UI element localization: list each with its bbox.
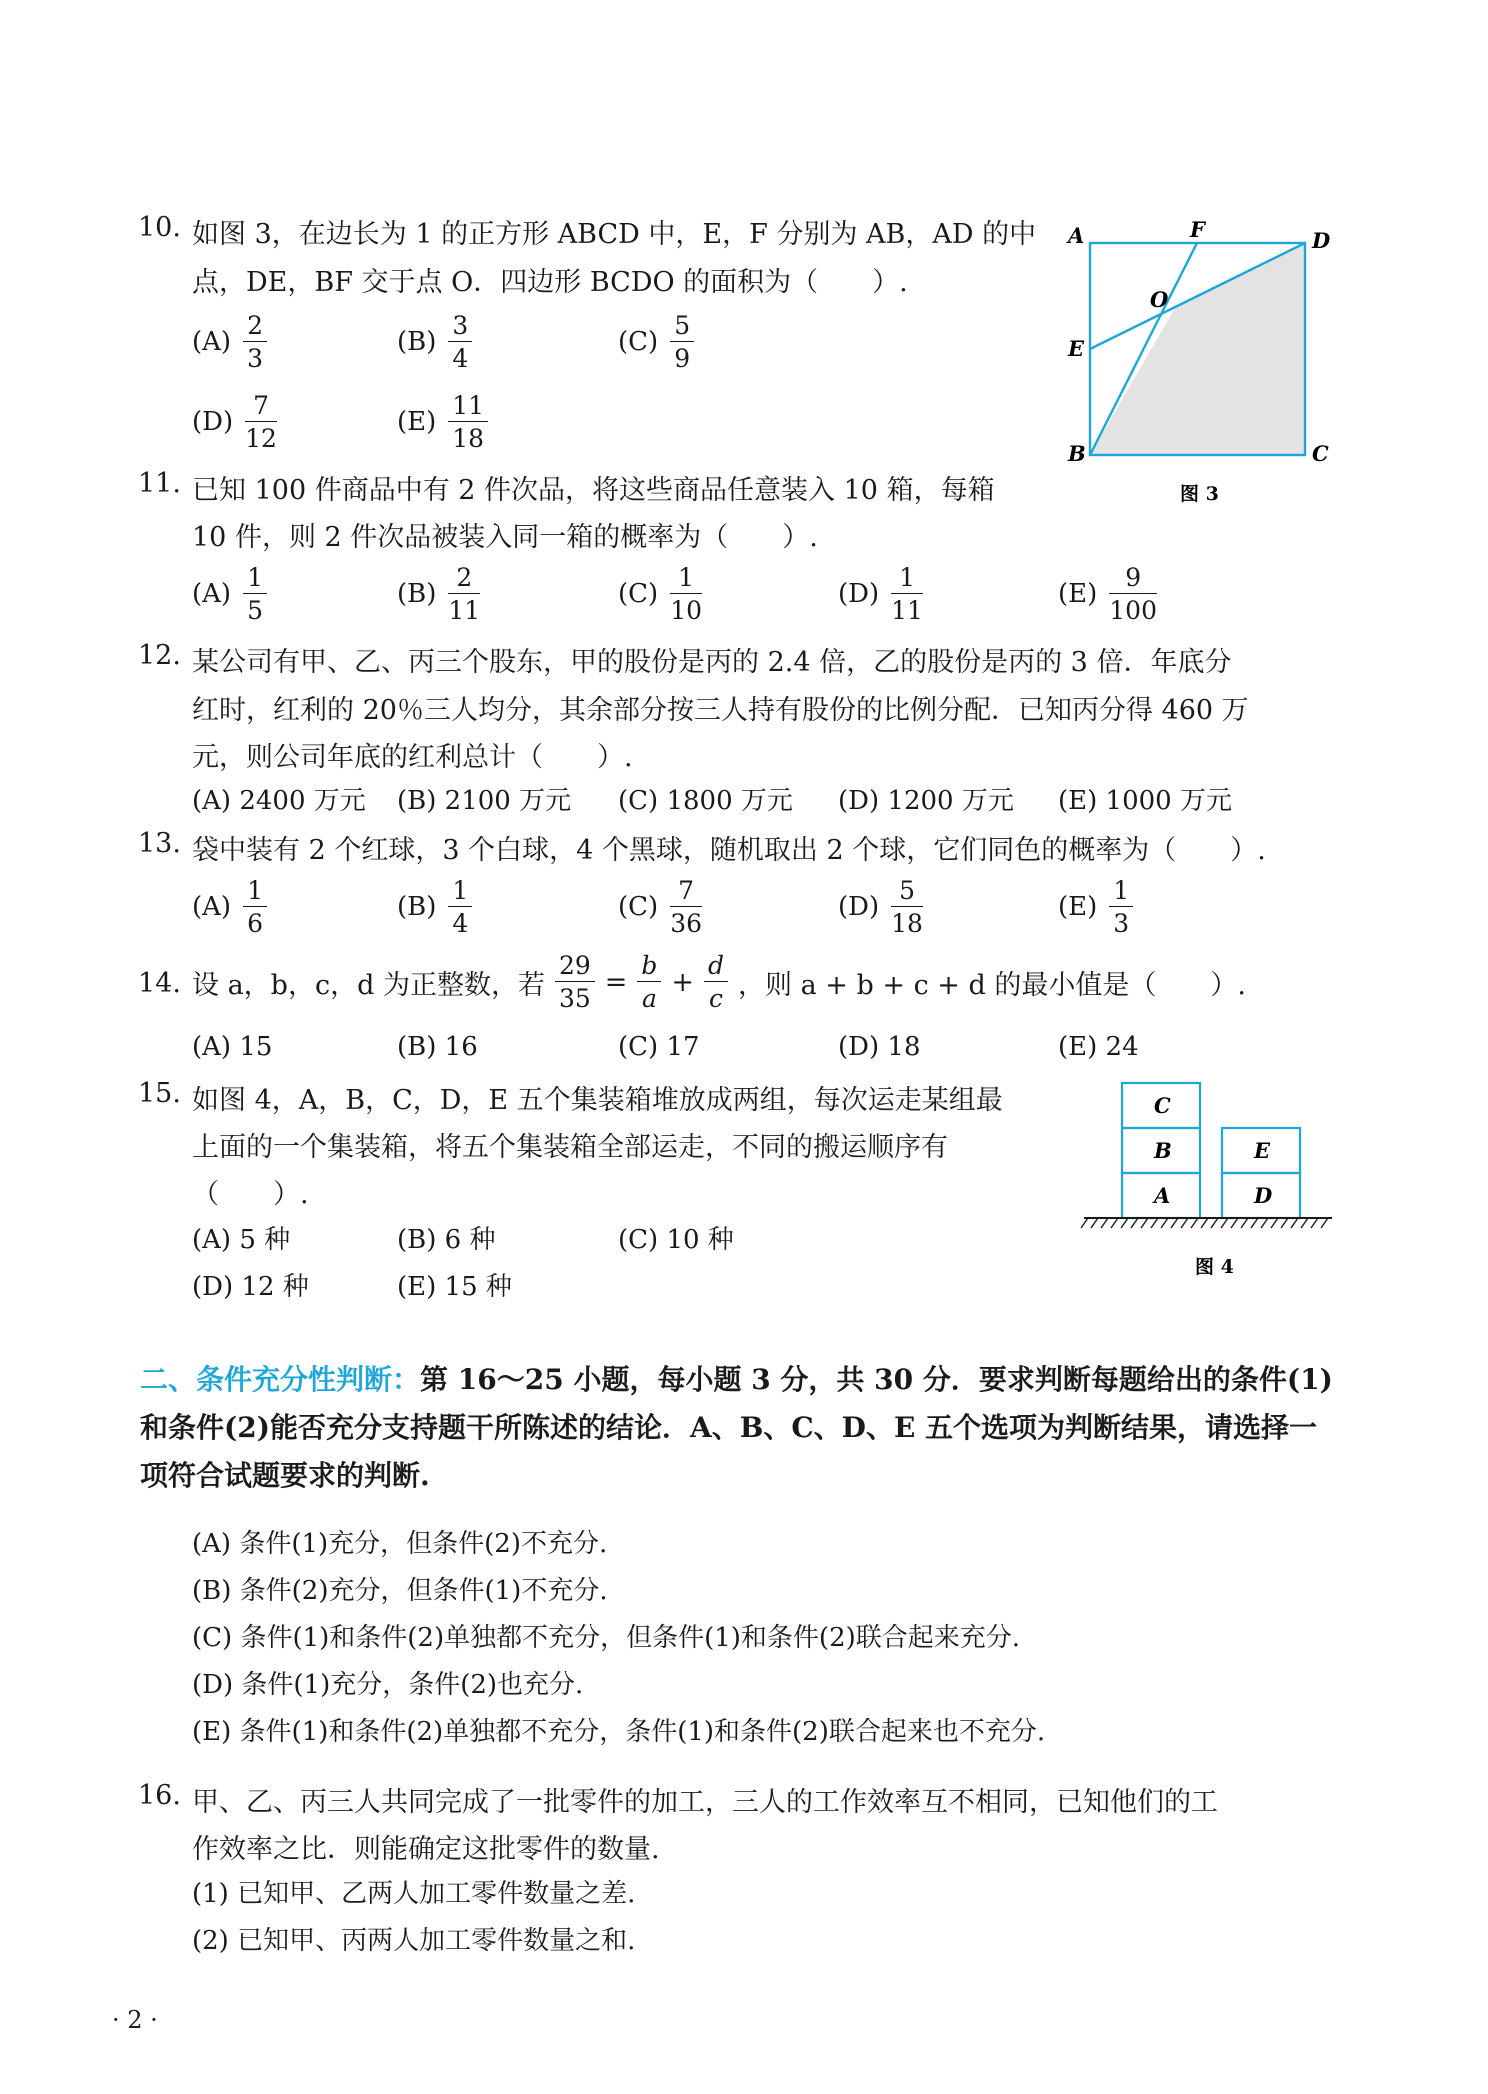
q16-line2: 作效率之比．则能确定这批零件的数量.: [192, 1834, 660, 1865]
q12-option-e: (E) 1000 万元: [1058, 786, 1232, 816]
q11-option-e: (E) $\frac{9}{100}$: [1058, 563, 1157, 625]
hatch-mark: [1171, 1218, 1178, 1228]
judgment-a: (A) 条件(1)充分，但条件(2)不充分.: [192, 1529, 608, 1559]
hatch-mark: [1261, 1218, 1268, 1228]
section2-body: 第 16～25 小题，每小题 3 分，共 30 分．要求判断每题给出的条件(1)和条件(2)能否充分支持题干所陈述的结论．A、B、C、D、E 五个选项为判断结果，请选择一项符合试题要求的判断.: [140, 1363, 1333, 1492]
q16-condition-2: (2) 已知甲、丙两人加工零件数量之和.: [192, 1926, 636, 1956]
fig3-label-c: C: [1312, 441, 1329, 466]
fig4-label-e: E: [1254, 1138, 1271, 1163]
q10-option-d: (D) $\frac{7}{12}$: [192, 391, 277, 453]
q10-line1: 如图 3，在边长为 1 的正方形 ABCD 中，E，F 分别为 AB，AD 的中: [192, 219, 1037, 250]
q14-option-d: (D) 18: [838, 1032, 921, 1062]
hatch-mark: [1191, 1218, 1198, 1228]
judgment-d: (D) 条件(1)充分，条件(2)也充分.: [192, 1670, 584, 1700]
fig3-label-e: E: [1068, 336, 1085, 361]
q12-line2: 红时，红利的 20％三人均分，其余部分按三人持有股份的比例分配．已知丙分得 460 万: [192, 695, 1249, 726]
hatch-mark: [1301, 1218, 1308, 1228]
hatch-mark: [1281, 1218, 1288, 1228]
q10-line2: 点，DE，BF 交于点 O．四边形 BCDO 的面积为（ ）.: [192, 267, 908, 298]
section2-title: 二、条件充分性判断：: [140, 1363, 421, 1396]
q13-number: 13.: [138, 828, 181, 859]
q12-line3: 元，则公司年底的红利总计（ ）.: [192, 742, 633, 773]
judgment-b: (B) 条件(2)充分，但条件(1)不充分.: [192, 1576, 608, 1606]
q15-option-b: (B) 6 种: [397, 1225, 496, 1255]
q10-number: 10.: [138, 212, 181, 243]
hatch-mark: [1161, 1218, 1168, 1228]
q15-line3: （ ）.: [192, 1179, 309, 1210]
q13-option-a: (A) $\frac{1}{6}$: [192, 878, 271, 936]
fig4-label-d: D: [1254, 1183, 1273, 1208]
fig3-label-o: O: [1150, 287, 1169, 312]
hatch-mark: [1231, 1218, 1238, 1228]
q10-option-b: (B) $\frac{3}{4}$: [397, 313, 476, 371]
hatch-mark: [1211, 1218, 1218, 1228]
q11-line2: 10 件，则 2 件次品被装入同一箱的概率为（ ）.: [192, 522, 818, 553]
q16-number: 16.: [138, 1780, 181, 1811]
hatch-mark: [1271, 1218, 1278, 1228]
hatch-mark: [1141, 1218, 1148, 1228]
q10-option-e: (E) $\frac{11}{18}$: [397, 393, 492, 451]
fig4-ground-hatch: [1081, 1218, 1328, 1228]
section2-heading: [140, 1356, 1340, 1500]
q15-line2: 上面的一个集装箱，将五个集装箱全部运走，不同的搬运顺序有: [192, 1132, 948, 1163]
hatch-mark: [1311, 1218, 1318, 1228]
q15-number: 15.: [138, 1078, 181, 1109]
hatch-mark: [1101, 1218, 1108, 1228]
q13-option-b: (B) $\frac{1}{4}$: [397, 878, 476, 936]
fig4-caption: 图 4: [1195, 1256, 1234, 1278]
hatch-mark: [1121, 1218, 1128, 1228]
fig4-label-a: A: [1154, 1183, 1171, 1208]
q12-option-c: (C) 1800 万元: [618, 786, 793, 816]
fig4-label-c: C: [1154, 1093, 1171, 1118]
q11-option-a: (A) $\frac{1}{5}$: [192, 565, 271, 623]
q12-line1: 某公司有甲、乙、丙三个股东，甲的股份是丙的 2.4 倍，乙的股份是丙的 3 倍．年底分: [192, 647, 1232, 678]
q11-line1: 已知 100 件商品中有 2 件次品，将这些商品任意装入 10 箱，每箱: [192, 475, 995, 506]
figure-4: [1080, 1075, 1340, 1285]
hatch-mark: [1241, 1218, 1248, 1228]
hatch-mark: [1091, 1218, 1098, 1228]
q11-number: 11.: [138, 468, 181, 499]
q13-option-d: (D) $\frac{5}{18}$: [838, 876, 923, 938]
q12-option-d: (D) 1200 万元: [838, 786, 1014, 816]
q11-option-b: (B) $\frac{2}{11}$: [397, 563, 481, 625]
hatch-mark: [1251, 1218, 1258, 1228]
q13-option-c: (C) $\frac{7}{36}$: [618, 876, 702, 938]
fig3-label-f: F: [1190, 217, 1205, 242]
hatch-mark: [1321, 1218, 1328, 1228]
fig3-label-d: D: [1312, 228, 1331, 253]
q11-option-c: (C) $\frac{1}{10}$: [618, 563, 702, 625]
q11-option-d: (D) $\frac{1}{11}$: [838, 563, 923, 625]
fig3-label-a: A: [1068, 223, 1085, 248]
q14-option-c: (C) 17: [618, 1032, 700, 1062]
q14-option-a: (A) 15: [192, 1032, 273, 1062]
hatch-mark: [1131, 1218, 1138, 1228]
q14-option-e: (E) 24: [1058, 1032, 1139, 1062]
q12-option-b: (B) 2100 万元: [397, 786, 572, 816]
q14-option-b: (B) 16: [397, 1032, 478, 1062]
judgment-e: (E) 条件(1)和条件(2)单独都不充分，条件(1)和条件(2)联合起来也不充分.: [192, 1717, 1046, 1747]
hatch-mark: [1111, 1218, 1118, 1228]
q16-condition-1: (1) 已知甲、乙两人加工零件数量之差.: [192, 1879, 636, 1909]
q10-option-a: (A) $\frac{2}{3}$: [192, 313, 271, 371]
hatch-mark: [1201, 1218, 1208, 1228]
q15-line1: 如图 4，A，B，C，D，E 五个集装箱堆放成两组，每次运走某组最: [192, 1085, 1003, 1116]
hatch-mark: [1221, 1218, 1228, 1228]
q15-option-d: (D) 12 种: [192, 1272, 309, 1302]
hatch-mark: [1181, 1218, 1188, 1228]
q14-number: 14.: [138, 968, 181, 999]
page-number: · 2 ·: [112, 2006, 158, 2034]
q12-number: 12.: [138, 640, 181, 671]
hatch-mark: [1151, 1218, 1158, 1228]
q15-option-a: (A) 5 种: [192, 1225, 291, 1255]
q12-option-a: (A) 2400 万元: [192, 786, 366, 816]
q13-line1: 袋中装有 2 个红球，3 个白球，4 个黑球，随机取出 2 个球，它们同色的概率为（ ）.: [192, 835, 1266, 866]
hatch-mark: [1291, 1218, 1298, 1228]
hatch-mark: [1081, 1218, 1088, 1228]
q14-stem: 设 a，b，c，d 为正整数，若 $\frac{29}{35}$ = $\frac{b}{a}$ + $\frac{d}{c}$ ，则 a + b + c + d 的最小值是（ ）.: [192, 951, 1246, 1013]
q15-option-e: (E) 15 种: [397, 1272, 512, 1302]
figure-3: [1060, 210, 1350, 520]
q10-option-c: (C) $\frac{5}{9}$: [618, 313, 698, 371]
fig3-caption: 图 3: [1180, 483, 1219, 505]
q15-option-c: (C) 10 种: [618, 1225, 734, 1255]
fig4-label-b: B: [1154, 1138, 1172, 1163]
q13-option-e: (E) $\frac{1}{3}$: [1058, 878, 1137, 936]
fig3-label-b: B: [1068, 441, 1086, 466]
fig3-shaded-region: [1090, 243, 1305, 455]
q16-line1: 甲、乙、丙三人共同完成了一批零件的加工，三人的工作效率互不相同，已知他们的工: [192, 1787, 1218, 1818]
judgment-c: (C) 条件(1)和条件(2)单独都不充分，但条件(1)和条件(2)联合起来充分.: [192, 1623, 1021, 1653]
